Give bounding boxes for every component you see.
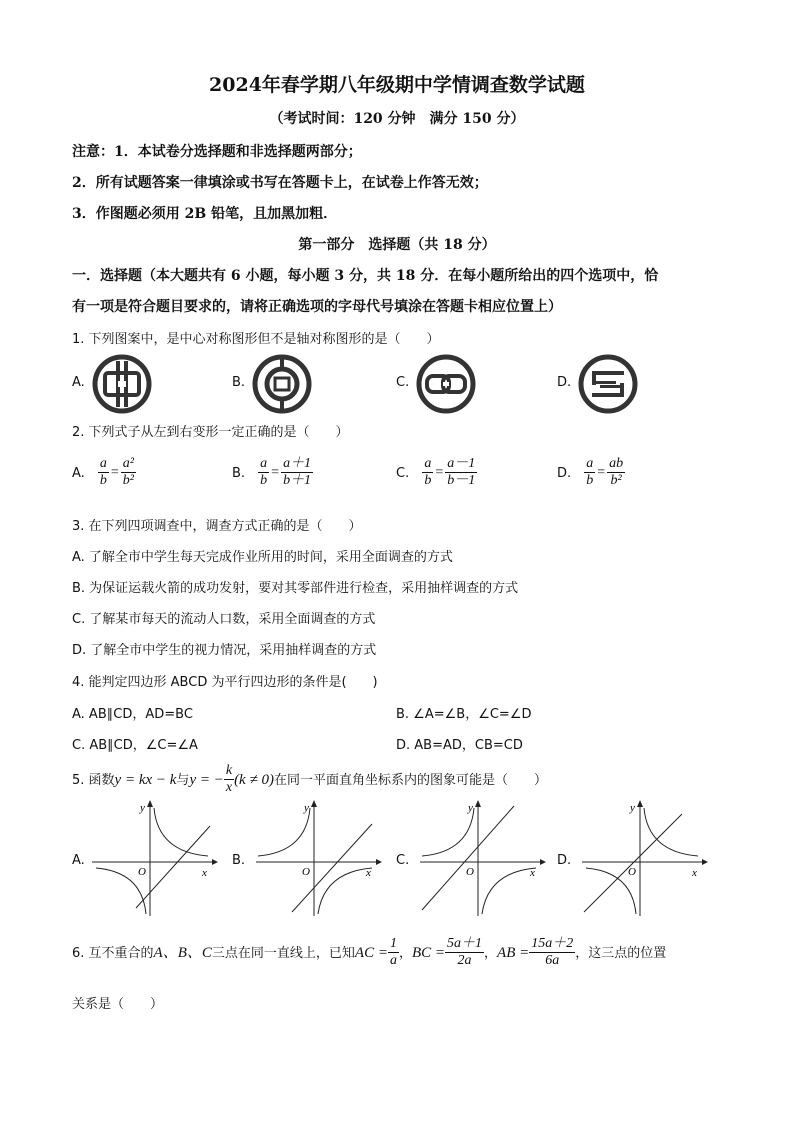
svg-text:O: O (138, 866, 146, 878)
q2-b-left: $\frac{a}{b}$ (260, 456, 268, 488)
exam-title: 2024年春学期八年级期中学情调查数学试题 (209, 74, 585, 96)
q2-option-c: C. $\frac{a}{b}$ = $\frac{a-1}{b-1}$ (396, 456, 476, 488)
exam-subtitle: （考试时间：120 分钟 满分 150 分） (269, 111, 525, 127)
svg-text:x: x (530, 867, 535, 879)
q5-label-c: C. (396, 853, 410, 868)
q5-graph-d (578, 800, 708, 918)
q4-option-b: B. ∠A=∠B，∠C=∠D (396, 707, 532, 722)
q6-ac-fraction: $\frac{1}{a}$ (389, 936, 397, 968)
q2-c-right: $\frac{a-1}{b-1}$ (447, 456, 476, 488)
svg-text:x: x (692, 867, 697, 879)
bank-logo-c-icon (416, 354, 476, 414)
q6-stem: 6. 互不重合的A、B、C三点在同一直线上，已知AC = $\frac{1}{a}$ ，BC = $\frac{5a+1}{2a}$ ，AB = $\frac{15a+2}{6a}$ ，这三点的位置 (72, 936, 667, 968)
q2-stem: 2. 下列式子从左到右变形一定正确的是（ ） (72, 425, 349, 440)
q1-label-d: D. (557, 375, 572, 390)
q5-label-a: A. (72, 853, 85, 868)
q1-label-b: B. (232, 375, 246, 390)
note-2: 2．所有试题答案一律填涂或书写在答题卡上，在试卷上作答无效； (72, 175, 488, 191)
q2-a-left: $\frac{a}{b}$ (99, 456, 107, 488)
q4-option-c: C. AB∥CD，∠C=∠A (72, 738, 198, 753)
q2-label-d: D. (557, 466, 572, 481)
part1-instruction-1: 一．选择题（本大题共有 6 小题，每小题 3 分，共 18 分．在每小题所给出的四个选项中，恰 (72, 268, 659, 284)
q5-label-b: B. (232, 853, 246, 868)
q4-option-a: A. AB∥CD，AD=BC (72, 707, 193, 722)
q3-option-c: C. 了解某市每天的流动人口数，采用全面调查的方式 (72, 612, 376, 627)
svg-text:O: O (466, 866, 474, 878)
svg-text:O: O (302, 866, 310, 878)
q2-a-right: $\frac{\text{a²}}{\text{b²}}$ (122, 456, 134, 488)
q5-graph-c (416, 800, 546, 918)
q2-d-right: $\frac{ab}{\text{b²}}$ (609, 456, 624, 488)
q2-option-d: D. $\frac{a}{b}$ = $\frac{ab}{\text{b²}}$ (557, 456, 624, 488)
q2-label-a: A. (72, 466, 85, 481)
q2-c-left: $\frac{a}{b}$ (424, 456, 432, 488)
q1-stem: 1. 下列图案中，是中心对称图形但不是轴对称图形的是（ ） (72, 332, 440, 347)
bank-logo-a-icon (92, 354, 152, 414)
q5-label-d: D. (557, 853, 572, 868)
q3-stem: 3. 在下列四项调查中，调查方式正确的是（ ） (72, 519, 362, 534)
q2-d-left: $\frac{a}{b}$ (586, 456, 594, 488)
q5-func1: y = kx − k (114, 772, 177, 788)
q6-bc-fraction: $\frac{5a+1}{2a}$ (447, 936, 483, 968)
note-1: 注意：1．本试卷分选择题和非选择题两部分； (72, 144, 362, 160)
q4-option-d: D. AB=AD，CB=CD (396, 738, 523, 753)
svg-text:y: y (304, 802, 309, 814)
note-3: 3．作图题必须用 2B 铅笔，且加黑加粗． (72, 206, 338, 222)
svg-text:O: O (628, 866, 636, 878)
q6-line2: 关系是（ ） (72, 997, 164, 1012)
q5-func2-fraction: $\frac{k}{x}$ (225, 763, 233, 795)
q2-option-b: B. $\frac{a}{b}$ = $\frac{a+1}{b+1}$ (232, 456, 312, 488)
q2-label-b: B. (232, 466, 246, 481)
q5-graph-a (88, 800, 218, 918)
svg-text:y: y (468, 802, 473, 814)
q1-label-c: C. (396, 375, 410, 390)
q2-b-right: $\frac{a+1}{b+1}$ (283, 456, 312, 488)
q6-points: A、B、C (153, 945, 212, 961)
q4-stem: 4. 能判定四边形 ABCD 为平行四边形的条件是( ) (72, 675, 378, 690)
bank-logo-b-icon (252, 354, 312, 414)
svg-text:y: y (630, 802, 635, 814)
q2-label-c: C. (396, 466, 410, 481)
part1-instruction-2: 有一项是符合题目要求的，请将正确选项的字母代号填涂在答题卡相应位置上） (72, 299, 562, 315)
svg-text:y: y (140, 802, 145, 814)
q2-option-a: A. $\frac{a}{b}$ = $\frac{\text{a²}}{\text{b²}}$ (72, 456, 134, 488)
part1-heading: 第一部分 选择题（共 18 分） (298, 237, 496, 253)
svg-text:x: x (202, 867, 207, 879)
q3-option-b: B. 为保证运载火箭的成功发射，要对其零部件进行检查，采用抽样调查的方式 (72, 581, 519, 596)
q1-label-a: A. (72, 375, 85, 390)
q3-option-d: D. 了解全市中学生的视力情况，采用抽样调查的方式 (72, 643, 377, 658)
q5-stem: 5. 函数y = kx − k与y = − $\frac{k}{x}$ (k ≠ 0)在同一平面直角坐标系内的图象可能是（ ） (72, 763, 547, 795)
q5-graph-b (252, 800, 382, 918)
q6-ab-fraction: $\frac{15a+2}{6a}$ (531, 936, 574, 968)
bank-logo-d-icon (578, 354, 638, 414)
svg-text:x: x (366, 867, 371, 879)
q3-option-a: A. 了解全市中学生每天完成作业所用的时间，采用全面调查的方式 (72, 550, 453, 565)
